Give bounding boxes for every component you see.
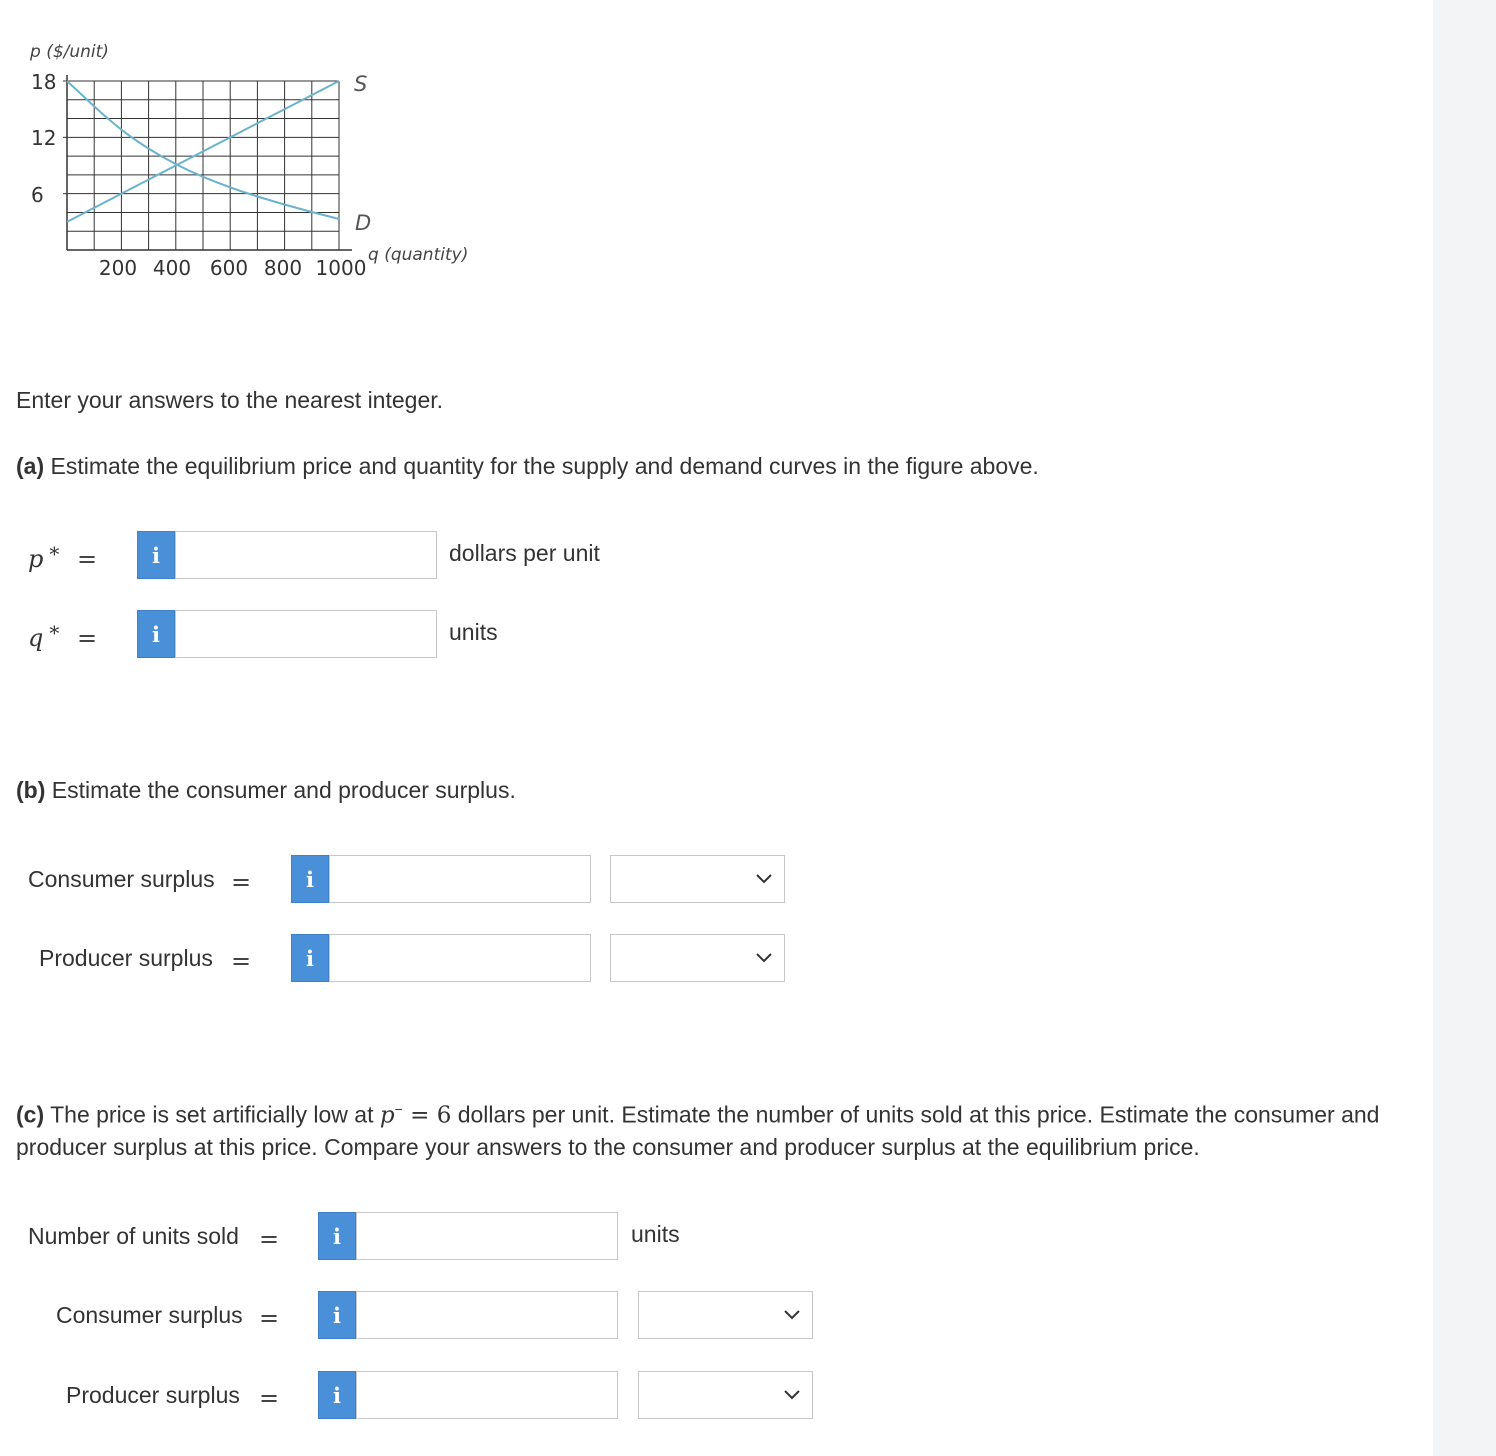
c-consumer-surplus-input[interactable] [356, 1291, 618, 1339]
b-consumer-surplus-input[interactable] [329, 855, 591, 903]
y-tick-12: 12 [31, 126, 57, 150]
c-units-sold-input[interactable] [356, 1212, 618, 1260]
part-a-label: (a) [16, 453, 45, 479]
c-units-equals: = [259, 1225, 280, 1253]
part-c-text2: dollars per unit. Estimate the number of units sold at this price. Estimate the consumer and [451, 1101, 1380, 1128]
right-gutter [1433, 0, 1496, 1456]
y-axis-label: p ($/unit) [30, 42, 109, 62]
c-producer-equals: = [259, 1384, 280, 1412]
p-symbol: p [28, 545, 44, 573]
c-producer-surplus-input[interactable] [356, 1371, 618, 1419]
b-producer-info-button[interactable]: i [291, 934, 329, 982]
x-axis-label: q (quantity) [368, 245, 469, 265]
part-a-question [16, 453, 1039, 480]
supply-label: S [354, 72, 368, 96]
chevron-down-icon [754, 947, 774, 967]
c-units-info-button[interactable]: i [318, 1212, 356, 1260]
instructions: Enter your answers to the nearest integer. [16, 387, 444, 413]
q-star-info-button[interactable]: i [137, 610, 175, 658]
y-tick-18: 18 [31, 70, 57, 94]
chevron-down-icon [754, 868, 774, 888]
q-star-input[interactable] [175, 610, 437, 658]
part-b-label: (b) [16, 777, 46, 803]
b-consumer-surplus-label: Consumer surplus [28, 866, 215, 892]
x-tick-600: 600 [209, 256, 249, 280]
c-producer-surplus-label: Producer surplus [66, 1382, 240, 1408]
x-tick-400: 400 [152, 256, 192, 280]
b-producer-surplus-label: Producer surplus [39, 945, 213, 971]
b-consumer-info-button[interactable]: i [291, 855, 329, 903]
part-b-question [16, 777, 516, 804]
supply-demand-graph [0, 0, 480, 300]
part-b-text: Estimate the consumer and producer surplus. [45, 777, 516, 803]
c-units-unit: units [631, 1221, 680, 1247]
x-tick-800: 800 [263, 256, 303, 280]
demand-label: D [355, 211, 372, 235]
b-producer-unit-select[interactable] [610, 934, 785, 982]
q-star: * [49, 621, 60, 645]
part-c-question-line2: producer surplus at this price. Compare your answers to the consumer and producer surplus at the equilibrium price. [16, 1134, 1200, 1160]
q-star-unit: units [449, 619, 498, 645]
p-star-symbol [28, 542, 59, 573]
x-tick-1000: 1000 [315, 256, 367, 280]
x-tick-200: 200 [98, 256, 138, 280]
p-star-input[interactable] [175, 531, 437, 579]
c-units-sold-label: Number of units sold [28, 1223, 239, 1249]
part-c-question-line1 [16, 1101, 1379, 1129]
c-producer-unit-select[interactable] [638, 1371, 813, 1419]
chevron-down-icon [782, 1384, 802, 1404]
part-c-label: (c) [16, 1101, 45, 1128]
c-consumer-info-button[interactable]: i [318, 1291, 356, 1339]
c-consumer-equals: = [259, 1304, 280, 1332]
y-tick-6: 6 [31, 183, 44, 207]
b-producer-equals: = [231, 947, 252, 975]
chevron-down-icon [782, 1304, 802, 1324]
c-producer-info-button[interactable]: i [318, 1371, 356, 1419]
part-a-text: Estimate the equilibrium price and quantity for the supply and demand curves in the figure above. [44, 453, 1039, 479]
q-star-symbol [28, 621, 59, 652]
p-bar-mark: − [394, 1101, 403, 1117]
p-star: * [49, 542, 60, 566]
b-consumer-unit-select[interactable] [610, 855, 785, 903]
b-producer-surplus-input[interactable] [329, 934, 591, 982]
q-symbol: q [28, 624, 44, 652]
c-consumer-surplus-label: Consumer surplus [56, 1302, 243, 1328]
p-star-unit: dollars per unit [449, 540, 600, 566]
p-bar-value: = 6 [402, 1102, 452, 1129]
c-consumer-unit-select[interactable] [638, 1291, 813, 1339]
p-star-info-button[interactable]: i [137, 531, 175, 579]
grid [63, 75, 352, 250]
q-equals: = [77, 624, 98, 652]
part-c-text1: The price is set artificially low at [44, 1101, 380, 1128]
b-consumer-equals: = [231, 868, 252, 896]
p-equals: = [77, 545, 98, 573]
p-bar-symbol: p [379, 1102, 395, 1129]
